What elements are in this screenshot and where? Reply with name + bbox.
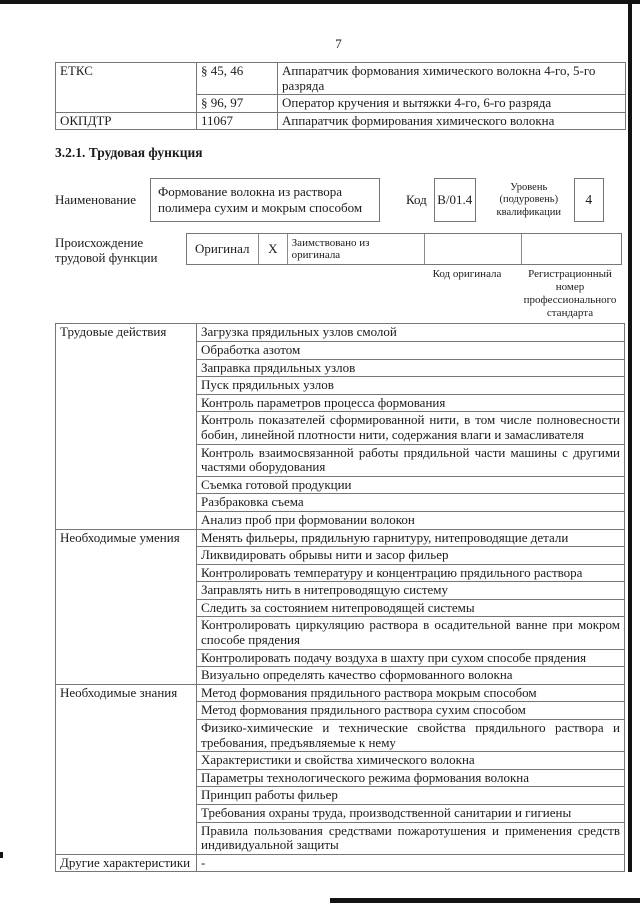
origin-strip	[186, 233, 622, 265]
detail-cell: Правила пользования средствами пожаротушения и применения средств индивидуальной защиты	[197, 822, 625, 854]
document-page	[55, 0, 622, 872]
section-label-cell: Другие характеристики	[56, 854, 197, 872]
table-row	[56, 112, 626, 130]
section-label-cell: Трудовые действия	[56, 324, 197, 529]
function-header	[55, 178, 622, 222]
table-row	[56, 63, 626, 95]
detail-cell: Метод формования прядильного раствора сухим способом	[197, 702, 625, 720]
origin-borrowed-cell: Заимствовано из оригинала	[288, 234, 425, 264]
detail-cell: Загрузка прядильных узлов смолой	[197, 324, 625, 342]
classifier-title-cell: Оператор кручения и вытяжки 4-го, 6-го разряда	[278, 95, 626, 113]
function-level-box: 4	[574, 178, 604, 222]
origin-row	[55, 233, 622, 265]
table-row	[56, 684, 625, 702]
function-code-box: В/01.4	[434, 178, 476, 222]
detail-cell: Съемка готовой продукции	[197, 476, 625, 494]
origin-label: Происхождение трудовой функции	[55, 235, 158, 266]
section-label-cell: Необходимые знания	[56, 684, 197, 854]
origin-captions	[55, 265, 622, 321]
table-row	[56, 854, 625, 872]
detail-cell: Заправлять нить в нитепроводящую систему	[197, 582, 625, 600]
detail-cell: Физико-химические и технические свойства прядильного раствора и требования, предъявляемые к нему	[197, 720, 625, 752]
scan-artifact-right-line	[628, 0, 632, 872]
table-row	[56, 529, 625, 547]
scan-artifact-left-tick	[0, 852, 3, 858]
detail-cell: Контроль показателей сформированной нити, в том числе полновесности бобин, линейной плотности нити, содержания влаги и замасливателя	[197, 412, 625, 444]
classifier-code-cell: § 45, 46	[197, 63, 278, 95]
detail-cell: Характеристики и свойства химического волокна	[197, 752, 625, 770]
classifier-name-cell: ОКПДТР	[56, 112, 197, 130]
detail-cell: Заправка прядильных узлов	[197, 359, 625, 377]
detail-cell: Разбраковка съема	[197, 494, 625, 512]
detail-cell: -	[197, 854, 625, 872]
origin-original-cell: Оригинал	[187, 234, 259, 264]
function-name-box: Формование волокна из раствора полимера сухим и мокрым способом	[150, 178, 380, 222]
classifier-table	[55, 62, 626, 130]
detail-cell: Параметры технологического режима формования волокна	[197, 769, 625, 787]
details-table	[55, 323, 625, 872]
classifier-name-cell: ЕТКС	[56, 63, 197, 113]
detail-cell: Контроль параметров процесса формования	[197, 394, 625, 412]
detail-cell: Следить за состоянием нитепроводящей системы	[197, 599, 625, 617]
detail-cell: Пуск прядильных узлов	[197, 377, 625, 395]
origin-mark-cell: X	[259, 234, 288, 264]
table-row	[56, 324, 625, 342]
detail-cell: Контролировать температуру и концентрацию прядильного раствора	[197, 564, 625, 582]
section-label-cell: Необходимые умения	[56, 529, 197, 684]
detail-cell: Анализ проб при формовании волокон	[197, 511, 625, 529]
page-number: 7	[335, 36, 342, 51]
detail-cell: Визуально определять качество сформованного волокна	[197, 667, 625, 685]
classifier-code-cell: 11067	[197, 112, 278, 130]
detail-cell: Ликвидировать обрывы нити и засор фильер	[197, 547, 625, 565]
detail-cell: Контроль взаимосвязанной работы прядильной части машины с другими частями оборудования	[197, 444, 625, 476]
detail-cell: Метод формования прядильного раствора мокрым способом	[197, 684, 625, 702]
detail-cell: Принцип работы фильер	[197, 787, 625, 805]
detail-cell: Менять фильеры, прядильную гарнитуру, нитепроводящие детали	[197, 529, 625, 547]
detail-cell: Обработка азотом	[197, 341, 625, 359]
origin-code-caption: Код оригинала	[432, 268, 502, 281]
classifier-title-cell: Аппаратчик формования химического волокна 4-го, 5-го разряда	[278, 63, 626, 95]
origin-reg-caption: Регистрационный номер профессионального стандарта	[523, 268, 617, 320]
scan-artifact-bottom-bar	[330, 898, 640, 903]
detail-cell: Требования охраны труда, производственной санитарии и гигиены	[197, 805, 625, 823]
origin-code-empty-cell	[425, 234, 523, 264]
level-label: Уровень (подуровень) квалификации	[496, 181, 561, 218]
detail-cell: Контролировать циркуляцию раствора в осадительной ванне при мокром способе прядения	[197, 617, 625, 649]
code-label: Код	[406, 192, 427, 208]
name-label: Наименование	[55, 192, 136, 208]
classifier-title-cell: Аппаратчик формирования химического волокна	[278, 112, 626, 130]
section-heading: 3.2.1. Трудовая функция	[55, 145, 203, 161]
origin-reg-empty-cell	[522, 234, 621, 264]
detail-cell: Контролировать подачу воздуха в шахту при сухом способе прядения	[197, 649, 625, 667]
classifier-code-cell: § 96, 97	[197, 95, 278, 113]
